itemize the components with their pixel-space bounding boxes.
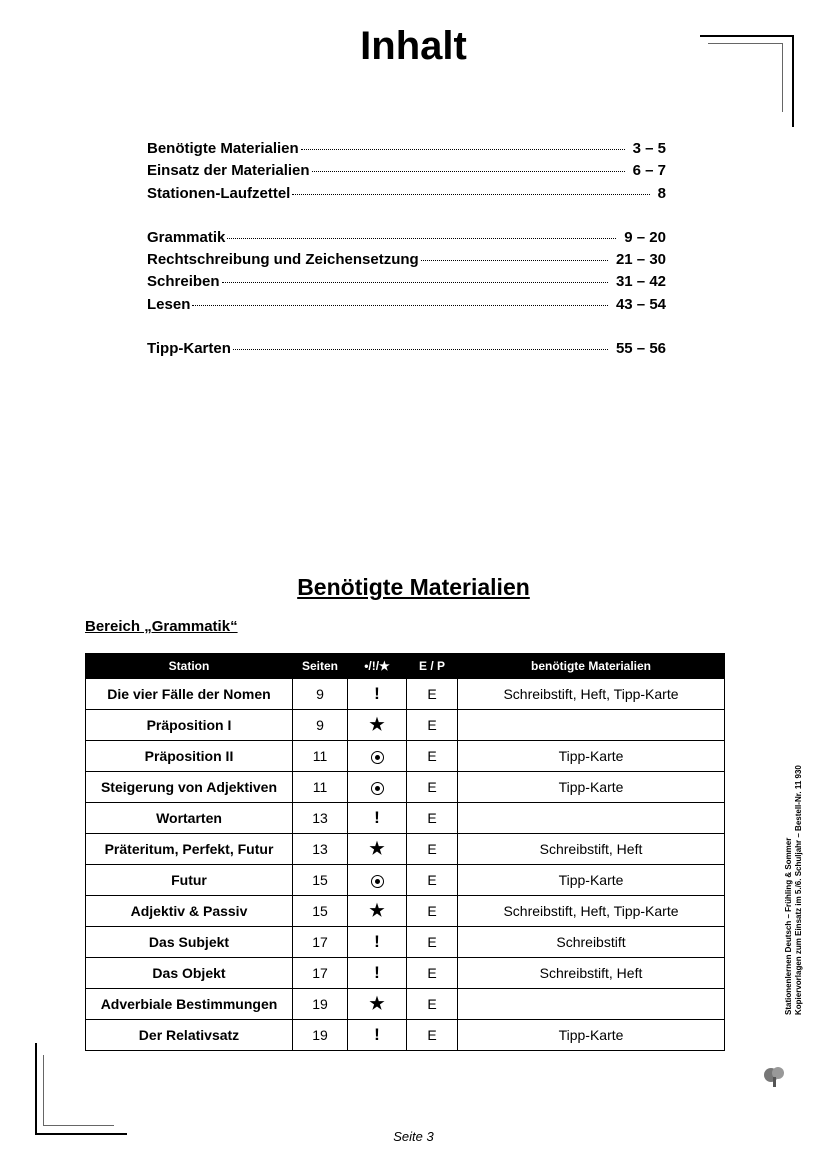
- toc-entry-pages: 3 – 5: [632, 140, 666, 157]
- table-of-contents: [147, 140, 666, 362]
- cell-seiten: 11: [293, 772, 348, 803]
- exclamation-icon: !: [374, 963, 380, 982]
- cell-symbol: [348, 896, 407, 927]
- cell-materialien: Tipp-Karte: [458, 865, 725, 896]
- table-row: [86, 710, 725, 741]
- cell-materialien: Schreibstift, Heft, Tipp-Karte: [458, 896, 725, 927]
- cell-materialien: Tipp-Karte: [458, 1020, 725, 1051]
- target-icon: [371, 875, 384, 888]
- exclamation-icon: !: [374, 684, 380, 703]
- star-icon: ★: [369, 994, 385, 1013]
- toc-dot-leader: [312, 171, 625, 172]
- cell-materialien: Tipp-Karte: [458, 772, 725, 803]
- toc-group-3: [147, 340, 666, 362]
- cell-symbol: [348, 772, 407, 803]
- cell-ep: E: [407, 927, 458, 958]
- star-icon: ★: [369, 901, 385, 920]
- page-number: Seite 3: [393, 1129, 434, 1144]
- target-icon: [371, 782, 384, 795]
- cell-materialien: [458, 803, 725, 834]
- cell-seiten: 9: [293, 710, 348, 741]
- table-row: [86, 896, 725, 927]
- cell-ep: E: [407, 834, 458, 865]
- cell-symbol: [348, 927, 407, 958]
- toc-entry-label: Lesen: [147, 295, 191, 313]
- toc-dot-leader: [233, 349, 608, 350]
- cell-ep: E: [407, 679, 458, 710]
- toc-entry: [147, 185, 666, 207]
- toc-dot-leader: [421, 260, 608, 261]
- cell-symbol: [348, 679, 407, 710]
- cell-materialien: Schreibstift, Heft: [458, 834, 725, 865]
- table-row: [86, 772, 725, 803]
- toc-entry: [147, 340, 666, 362]
- toc-entry-pages: 9 – 20: [624, 228, 666, 246]
- target-icon: [371, 751, 384, 764]
- toc-entry-pages: 6 – 7: [632, 162, 666, 180]
- cell-symbol: [348, 1020, 407, 1051]
- exclamation-icon: !: [374, 932, 380, 951]
- cell-materialien: [458, 710, 725, 741]
- cell-seiten: 15: [293, 896, 348, 927]
- cell-ep: E: [407, 710, 458, 741]
- cell-station: Adjektiv & Passiv: [86, 896, 293, 927]
- cell-ep: E: [407, 803, 458, 834]
- toc-entry: [147, 229, 666, 251]
- cell-symbol: [348, 741, 407, 772]
- toc-entry-label: Schreiben: [147, 273, 220, 291]
- bereich-heading: Bereich „Grammatik“: [85, 618, 238, 635]
- toc-dot-leader: [292, 194, 649, 195]
- toc-entry: [147, 140, 666, 162]
- cell-seiten: 13: [293, 834, 348, 865]
- cell-station: Die vier Fälle der Nomen: [86, 679, 293, 710]
- cell-station: Präposition II: [86, 741, 293, 772]
- cell-materialien: Schreibstift: [458, 927, 725, 958]
- cell-seiten: 17: [293, 958, 348, 989]
- cell-materialien: Schreibstift, Heft: [458, 958, 725, 989]
- exclamation-icon: !: [374, 808, 380, 827]
- toc-entry-label: Einsatz der Materialien: [147, 162, 310, 180]
- toc-group-1: [147, 140, 666, 207]
- table-row: [86, 865, 725, 896]
- cell-ep: E: [407, 989, 458, 1020]
- toc-group-2: [147, 229, 666, 318]
- toc-entry-label: Benötigte Materialien: [147, 140, 299, 157]
- cell-station: Präteritum, Perfekt, Futur: [86, 834, 293, 865]
- section-title: Benötigte Materialien: [297, 574, 530, 600]
- cell-seiten: 9: [293, 679, 348, 710]
- cell-ep: E: [407, 1020, 458, 1051]
- toc-entry-pages: 43 – 54: [615, 295, 666, 313]
- star-icon: ★: [369, 715, 385, 734]
- cell-ep: E: [407, 772, 458, 803]
- toc-entry-pages: 55 – 56: [615, 340, 666, 358]
- side-imprint-line-1: Stationenlernen Deutsch – Frühling & Sommer: [784, 837, 793, 1015]
- kohl-verlag-logo-icon: [762, 1065, 788, 1089]
- cell-seiten: 11: [293, 741, 348, 772]
- header-materialien: benötigte Materialien: [458, 654, 725, 679]
- table-row: [86, 741, 725, 772]
- cell-ep: E: [407, 896, 458, 927]
- header-ep: E / P: [407, 654, 458, 679]
- toc-entry: [147, 296, 666, 318]
- toc-dot-leader: [222, 282, 608, 283]
- toc-entry: [147, 273, 666, 295]
- cell-ep: E: [407, 958, 458, 989]
- cell-station: Futur: [86, 865, 293, 896]
- cell-seiten: 19: [293, 989, 348, 1020]
- cell-station: Wortarten: [86, 803, 293, 834]
- cell-station: Der Relativsatz: [86, 1020, 293, 1051]
- cell-station: Adverbiale Bestimmungen: [86, 989, 293, 1020]
- toc-entry-label: Tipp-Karten: [147, 340, 231, 358]
- toc-entry: [147, 251, 666, 273]
- cell-seiten: 15: [293, 865, 348, 896]
- toc-entry-label: Grammatik: [147, 228, 226, 246]
- corner-frame-bottom-left-inner: [43, 1055, 114, 1126]
- cell-seiten: 13: [293, 803, 348, 834]
- materials-table: [85, 653, 725, 1051]
- cell-symbol: [348, 803, 407, 834]
- cell-symbol: [348, 710, 407, 741]
- cell-station: Präposition I: [86, 710, 293, 741]
- cell-symbol: [348, 958, 407, 989]
- table-row: [86, 834, 725, 865]
- toc-entry-pages: 31 – 42: [615, 273, 666, 291]
- toc-entry-pages: 21 – 30: [615, 251, 666, 269]
- cell-ep: E: [407, 741, 458, 772]
- cell-symbol: [348, 989, 407, 1020]
- cell-materialien: Tipp-Karte: [458, 741, 725, 772]
- table-header-row: [86, 654, 725, 679]
- toc-dot-leader: [192, 305, 608, 306]
- cell-materialien: [458, 989, 725, 1020]
- cell-station: Das Objekt: [86, 958, 293, 989]
- cell-ep: E: [407, 865, 458, 896]
- star-icon: ★: [369, 839, 385, 858]
- header-symbol: •/!/★: [348, 654, 407, 679]
- table-row: [86, 1020, 725, 1051]
- cell-materialien: Schreibstift, Heft, Tipp-Karte: [458, 679, 725, 710]
- cell-station: Steigerung von Adjektiven: [86, 772, 293, 803]
- toc-dot-leader: [301, 149, 625, 150]
- header-seiten: Seiten: [293, 654, 348, 679]
- cell-station: Das Subjekt: [86, 927, 293, 958]
- toc-entry-label: Stationen-Laufzettel: [147, 184, 291, 202]
- toc-dot-leader: [227, 238, 616, 239]
- side-imprint-line-2: Kopiervorlagen zum Einsatz im 5./6. Schuljahr – Bestell-Nr. 11 930: [794, 765, 803, 1015]
- cell-symbol: [348, 834, 407, 865]
- table-row: [86, 679, 725, 710]
- table-row: [86, 958, 725, 989]
- side-imprint: [784, 735, 804, 1015]
- table-row: [86, 803, 725, 834]
- toc-entry: [147, 162, 666, 184]
- cell-seiten: 19: [293, 1020, 348, 1051]
- toc-entry-pages: 8: [657, 184, 666, 202]
- header-station: Station: [86, 654, 293, 679]
- table-row: [86, 927, 725, 958]
- table-row: [86, 989, 725, 1020]
- cell-seiten: 17: [293, 927, 348, 958]
- exclamation-icon: !: [374, 1025, 380, 1044]
- cell-symbol: [348, 865, 407, 896]
- toc-entry-label: Rechtschreibung und Zeichensetzung: [147, 251, 419, 269]
- page-title: Inhalt: [360, 24, 467, 68]
